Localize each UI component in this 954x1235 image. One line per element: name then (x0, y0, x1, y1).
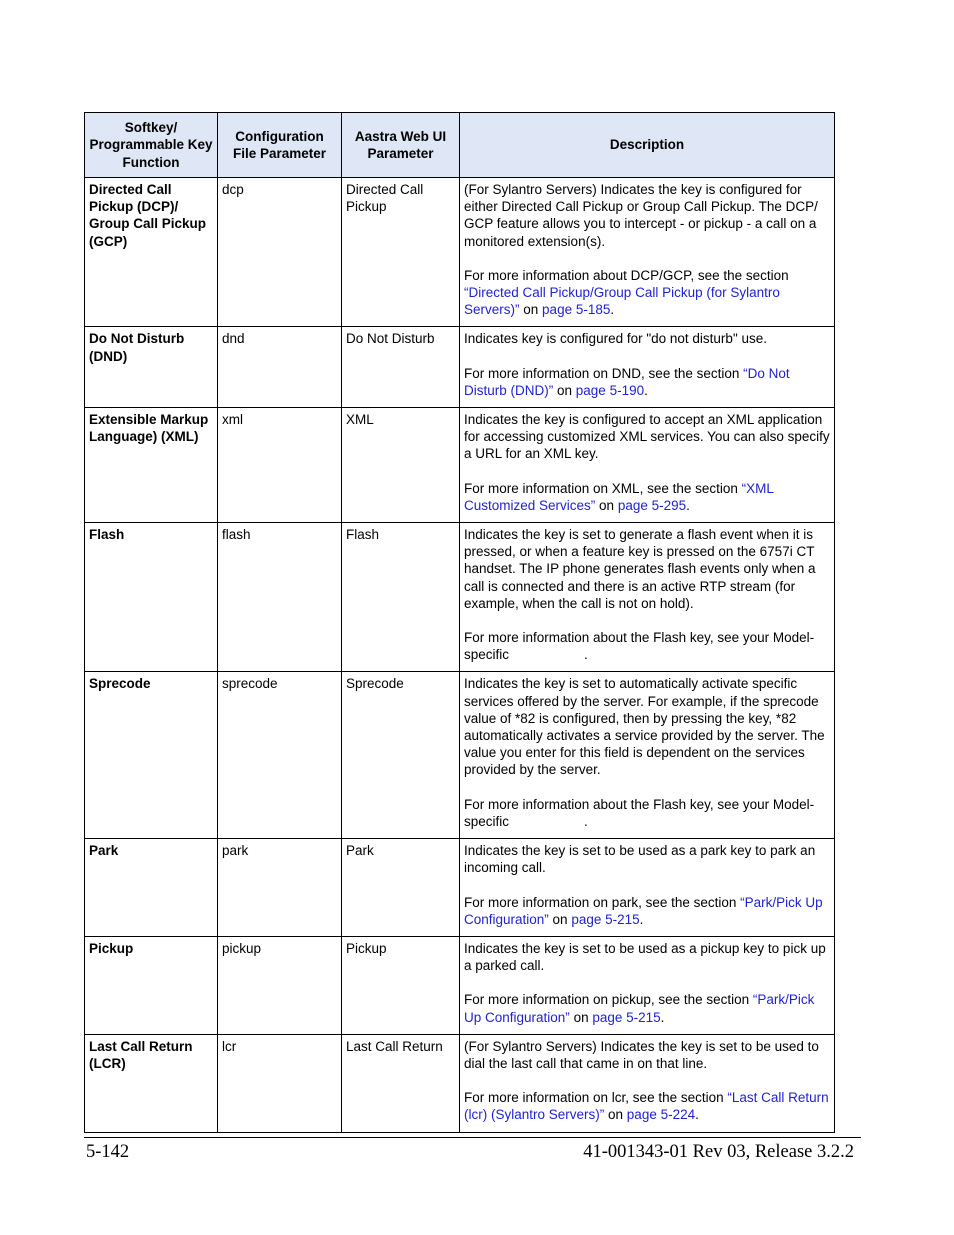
description-text: (For Sylantro Servers) Indicates the key is set to be used to dial the last call that came in on that line. (464, 1038, 819, 1071)
description-text: Indicates the key is set to be used as a park key to park an incoming call. (464, 843, 816, 876)
cell-description (460, 408, 835, 523)
page-link[interactable]: page 5-215 (592, 1009, 661, 1025)
description-text: Indicates the key is set to automatically activate specific services offered by the server. For example, if the sprecode value of *82 is configured, then by pressing the key, *82 automatically activates a service provided by the server. The value you enter for this field is dependent on the services provided by the server. (464, 676, 825, 778)
footer-divider (84, 1137, 861, 1138)
more-info-prefix: For more information on park, see the section (464, 894, 741, 910)
more-info-end: . (695, 1107, 699, 1123)
header-key-function: Softkey/ Programmable Key Function (85, 113, 218, 178)
more-info-prefix: For more information on pickup, see the section (464, 992, 753, 1008)
more-info (464, 894, 830, 928)
cell-config-param: dcp (218, 178, 342, 327)
more-info-end: . (660, 1009, 665, 1025)
page-number: 5-142 (86, 1142, 130, 1162)
more-info (464, 1089, 830, 1123)
more-info-on: on (519, 302, 543, 318)
more-info-on: on (604, 1107, 627, 1123)
key-function-table (84, 112, 835, 1133)
more-info: For more information about the Flash key, see your Model-specific . (464, 630, 815, 663)
cell-web-param: Flash (342, 523, 460, 672)
page-link[interactable]: page 5-185 (542, 302, 611, 318)
more-info (464, 365, 830, 399)
cell-config-param: park (218, 839, 342, 937)
cell-description (460, 936, 835, 1034)
cell-config-param: xml (218, 408, 342, 523)
description-text: Indicates the key is set to be used as a pickup key to pick up a parked call. (464, 940, 826, 974)
table-row (85, 178, 835, 327)
cell-config-param: sprecode (218, 672, 342, 839)
page-link[interactable]: page 5-215 (571, 911, 640, 927)
cell-function: Directed Call Pickup (DCP)/ Group Call Pickup (GCP) (85, 178, 218, 327)
description-text: Indicates the key is set to generate a flash event when it is pressed, or when a feature key is pressed on the 6757i CT handset. The IP phone generates flash events only when a call is connected and there is an active RTP stream (for example, when the call is not on hold). (464, 527, 816, 611)
header-web-ui-parameter: Aastra Web UI Parameter (342, 113, 460, 178)
header-config-parameter: Configuration File Parameter (218, 113, 342, 178)
cell-description (460, 327, 835, 408)
more-info-end: . (639, 911, 644, 927)
more-info-end: . (686, 497, 690, 513)
more-info (464, 480, 830, 514)
section-link[interactable]: “Last Call Return (lcr) (Sylantro Servers)” (464, 1090, 829, 1123)
section-link[interactable]: “XML Customized Services” (464, 480, 774, 513)
table-row (85, 1034, 835, 1132)
table-row (85, 672, 835, 839)
section-link[interactable]: “Directed Call Pickup/Group Call Pickup (for Sylantro Servers)” (464, 285, 780, 318)
cell-description (460, 672, 835, 839)
description-text: Indicates key is configured for "do not disturb" use. (464, 331, 767, 347)
page-link[interactable]: page 5-224 (626, 1107, 696, 1123)
section-link[interactable]: “Do Not Disturb (DND)” (464, 365, 790, 398)
description-text: (For Sylantro Servers) Indicates the key is configured for either Directed Call Pickup or Group Call Pickup. The DCP/ GCP feature allows you to intercept - or pickup - a call on a monitored extension(s). (464, 182, 818, 249)
cell-description (460, 839, 835, 937)
cell-function: Park (85, 839, 218, 937)
more-info-end: . (610, 302, 615, 318)
more-info-on: on (569, 1009, 593, 1025)
cell-web-param: Last Call Return (342, 1034, 460, 1132)
cell-function: Flash (85, 523, 218, 672)
table-row (85, 408, 835, 523)
table-row (85, 839, 835, 937)
cell-function: Extensible Markup Language) (XML) (85, 408, 218, 523)
table-row (85, 523, 835, 672)
cell-web-param: Sprecode (342, 672, 460, 839)
more-info (464, 991, 830, 1025)
page-link[interactable]: page 5-190 (575, 382, 645, 398)
more-info-prefix: For more information about DCP/GCP, see the section (464, 267, 789, 283)
more-info-on: on (595, 497, 618, 513)
cell-web-param: XML (342, 408, 460, 523)
section-link[interactable]: “Park/Pick Up Configuration” (464, 992, 815, 1025)
cell-function: Do Not Disturb (DND) (85, 327, 218, 408)
cell-config-param: lcr (218, 1034, 342, 1132)
cell-function: Sprecode (85, 672, 218, 839)
more-info-prefix: For more information on lcr, see the section (464, 1090, 728, 1106)
cell-web-param: Park (342, 839, 460, 937)
more-info-prefix: For more information on DND, see the section (464, 365, 744, 381)
cell-web-param: Pickup (342, 936, 460, 1034)
cell-function: Pickup (85, 936, 218, 1034)
table-row (85, 327, 835, 408)
cell-description (460, 523, 835, 672)
table-row (85, 936, 835, 1034)
header-description: Description (460, 113, 835, 178)
document-id: 41-001343-01 Rev 03, Release 3.2.2 (583, 1142, 854, 1162)
more-info: For more information about the Flash key, see your Model-specific . (464, 796, 815, 829)
more-info (464, 267, 830, 319)
cell-description (460, 178, 835, 327)
cell-config-param: pickup (218, 936, 342, 1034)
cell-description (460, 1034, 835, 1132)
more-info-on: on (553, 382, 576, 398)
cell-web-param: Directed Call Pickup (342, 178, 460, 327)
cell-function: Last Call Return (LCR) (85, 1034, 218, 1132)
section-link[interactable]: “Park/Pick Up Configuration” (464, 894, 823, 927)
description-text: Indicates the key is configured to accept an XML application for accessing customized XML services. You can also specify a URL for an XML key. (464, 412, 830, 462)
cell-web-param: Do Not Disturb (342, 327, 460, 408)
cell-config-param: dnd (218, 327, 342, 408)
more-info-prefix: For more information on XML, see the section (464, 480, 742, 496)
table-header-row (85, 113, 835, 178)
cell-config-param: flash (218, 523, 342, 672)
more-info-on: on (548, 911, 572, 927)
more-info-end: . (644, 382, 648, 398)
page-link[interactable]: page 5-295 (617, 497, 687, 513)
